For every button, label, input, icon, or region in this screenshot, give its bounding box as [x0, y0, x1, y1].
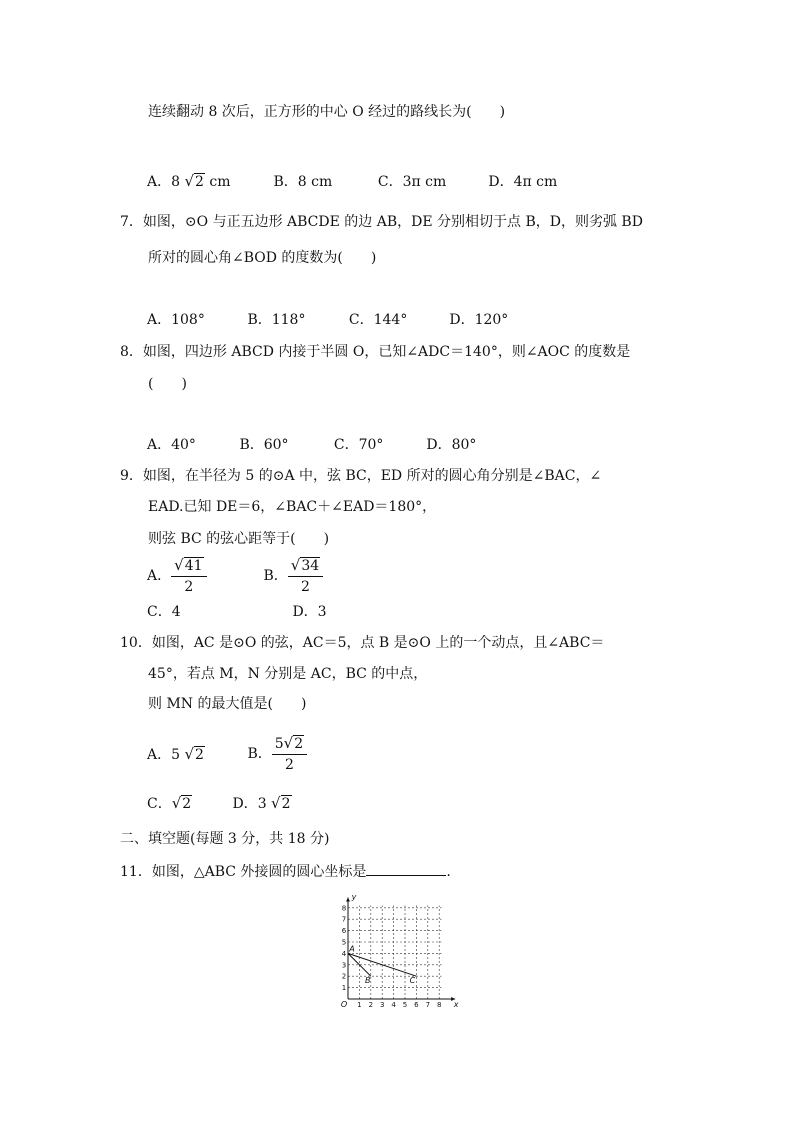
y-tick-label: 2	[341, 972, 347, 981]
q7-option-a[interactable]: A．108°	[147, 312, 205, 328]
fraction: $\frac{√34}{2}$	[288, 555, 323, 597]
x-tick-label: 6	[414, 1001, 419, 1007]
y-tick-label: 3	[341, 961, 347, 970]
grid-lines	[348, 906, 441, 999]
q8-option-d[interactable]: D．80°	[426, 437, 477, 453]
x-axis-label: x	[453, 1000, 459, 1007]
q10-option-c[interactable]: C．√2	[147, 794, 192, 812]
sqrt-symbol: √2	[184, 172, 204, 190]
y-tick-label: 4	[341, 949, 347, 958]
q6-stem: 连续翻动 8 次后，正方形的中心 O 经过的路线长为( )	[148, 104, 506, 120]
q6-option-a[interactable]: A．8 √2 cm	[147, 172, 231, 190]
q9-options-row1	[147, 555, 323, 597]
point-b-label: B	[365, 976, 371, 986]
q10-option-a[interactable]: A．5 √2	[147, 744, 204, 763]
q9-options-row2	[147, 602, 327, 622]
y-tick-label: 6	[341, 927, 347, 936]
q10-stem-line2: 45°，若点 M，N 分别是 AC，BC 的中点，	[148, 666, 428, 682]
q6-option-d[interactable]: D．4π cm	[488, 174, 558, 190]
y-tick-label: 7	[341, 915, 347, 924]
q11-stem: 11．如图，△ABC 外接圆的圆心坐标是 .	[120, 861, 451, 882]
sqrt-symbol: √2	[184, 744, 204, 763]
q6-option-c[interactable]: C．3π cm	[377, 174, 447, 190]
q8-option-b[interactable]: B．60°	[239, 437, 289, 453]
q7-options	[147, 310, 508, 330]
q8-option-c[interactable]: C．70°	[333, 437, 384, 453]
point-c-label: C	[409, 976, 416, 986]
q7-option-b[interactable]: B．118°	[247, 312, 306, 328]
q9-stem-line1: 9．如图，在半径为 5 的⊙A 中，弦 BC，ED 所对的圆心角分别是∠BAC，∠	[120, 468, 602, 484]
q10-options-row1	[147, 733, 307, 775]
y-tick-label: 8	[341, 904, 347, 913]
q9-option-c[interactable]: C．4	[147, 604, 181, 620]
origin-label: O	[340, 1000, 348, 1007]
x-tick-label: 3	[379, 1001, 385, 1007]
q7-stem-line1: 7．如图，⊙O 与正五边形 ABCDE 的边 AB，DE 分别相切于点 B，D，则劣弧 BD	[120, 214, 643, 230]
q9-option-a[interactable]: A． $\frac{√41}{2}$	[147, 555, 259, 597]
q7-option-d[interactable]: D．120°	[449, 312, 509, 328]
point-a-label: A	[349, 944, 355, 954]
y-axis-label: y	[351, 895, 357, 902]
q10-stem-line3: 则 MN 的最大值是( )	[148, 696, 307, 712]
fraction: $\frac{√41}{2}$	[171, 555, 206, 597]
q7-stem-line2: 所对的圆心角∠BOD 的度数为( )	[148, 250, 377, 266]
sqrt-symbol: √2	[271, 794, 291, 812]
x-tick-label: 8	[436, 1001, 442, 1007]
answer-blank[interactable]	[366, 861, 446, 876]
q9-stem-line2: EAD.已知 DE＝6，∠BAC＋∠EAD＝180°，	[148, 499, 437, 515]
q8-option-a[interactable]: A．40°	[147, 437, 196, 453]
q7-option-c[interactable]: C．144°	[348, 312, 408, 328]
x-tick-label: 2	[368, 1001, 374, 1007]
y-tick-label: 1	[341, 984, 347, 993]
y-axis-arrow-icon	[346, 898, 350, 902]
q10-option-b[interactable]: B． $\frac{5√2}{2}$	[247, 733, 307, 775]
triangle-abc	[348, 953, 416, 976]
y-tick-label: 5	[341, 938, 347, 947]
q9-option-b[interactable]: B． $\frac{√34}{2}$	[263, 555, 323, 597]
section-heading: 二、填空题(每题 3 分，共 18 分)	[120, 831, 330, 847]
axis-labels	[341, 895, 459, 1007]
x-tick-label: 4	[391, 1001, 396, 1007]
q10-options-row2	[147, 793, 292, 814]
x-tick-label: 5	[402, 1001, 408, 1007]
q6-option-b[interactable]: B．8 cm	[273, 174, 333, 190]
x-tick-label: 1	[357, 1001, 362, 1007]
q8-options	[147, 435, 476, 455]
sqrt-symbol: √2	[171, 794, 192, 812]
q9-stem-line3: 则弦 BC 的弦心距等于( )	[148, 531, 330, 547]
x-tick-label: 7	[425, 1001, 431, 1007]
q8-stem-line1: 8．如图，四边形 ABCD 内接于半圆 O，已知∠ADC＝140°，则∠AOC 的度数是	[120, 344, 631, 360]
fraction: $\frac{5√2}{2}$	[272, 733, 307, 775]
triangle-sides	[348, 953, 416, 976]
axes	[346, 898, 455, 1001]
q10-option-d[interactable]: D．3 √2	[232, 794, 291, 812]
q8-stem-line2: ( )	[148, 376, 187, 392]
q10-stem-line1: 10．如图，AC 是⊙O 的弦，AC＝5，点 B 是⊙O 上的一个动点，且∠ABC＝	[120, 635, 605, 651]
q9-option-d[interactable]: D．3	[292, 604, 327, 620]
coordinate-grid-figure	[330, 895, 460, 1007]
q6-options	[147, 171, 557, 192]
